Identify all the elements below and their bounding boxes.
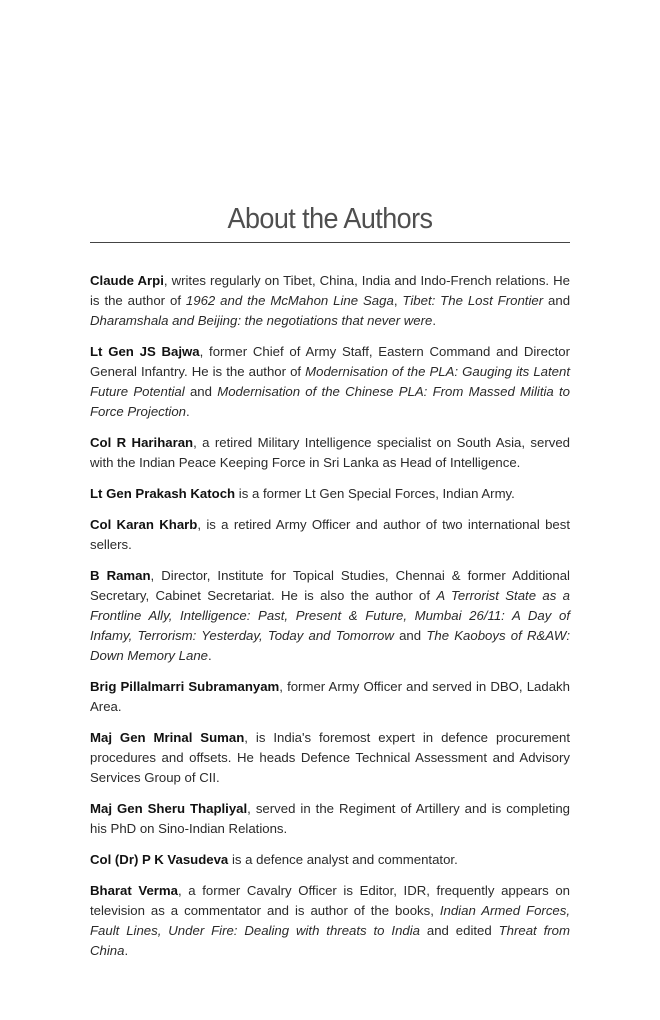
book-title: The Kaoboys of R&AW: Down Memory Lane [90, 628, 570, 663]
author-entry [90, 342, 570, 422]
author-name: B Raman [90, 568, 151, 583]
author-name: Brig Pillalmarri Subramanyam [90, 679, 280, 694]
author-bio-text: , Director, Institute for Topical Studies, Chennai & former Additional Secretary, Cabinet Secretariat. He is also the author of [90, 568, 570, 603]
book-title: Dharamshala and Beijing: the negotiations that never were [90, 313, 433, 328]
author-entry [90, 728, 570, 788]
author-bio-text: . [124, 943, 129, 958]
author-bio-text: and [184, 384, 218, 399]
book-title: Indian Armed Forces, Fault Lines, Under Fire: Dealing with threats to India [90, 903, 570, 938]
author-entry [90, 515, 570, 555]
author-bio-text: and [543, 293, 571, 308]
author-name: Col R Hariharan [90, 435, 194, 450]
author-bio-text: , is India's foremost expert in defence procurement procedures and offsets. He heads Defence Technical Assessment and Advisory Services Group of CII. [90, 730, 570, 785]
author-bio-text: is a defence analyst and commentator. [228, 852, 458, 867]
book-title: Threat from China [90, 923, 570, 958]
author-entry [90, 566, 570, 666]
author-entry [90, 881, 570, 961]
author-name: Col (Dr) P K Vasudeva [90, 852, 229, 867]
author-entry [90, 484, 570, 504]
author-bio-text: , a former Cavalry Officer is Editor, IDR, frequently appears on television as a commentator and is author of the books, [90, 883, 571, 918]
author-bio-text: . [186, 404, 190, 419]
author-bio-text: , a retired Military Intelligence specialist on South Asia, served with the Indian Peace Keeping Force in Sri Lanka as Head of Intelligence. [90, 435, 570, 470]
author-bio-text: , is a retired Army Officer and author of two international best sellers. [90, 517, 571, 552]
author-name: Lt Gen Prakash Katoch [90, 486, 236, 501]
author-bio-text: and [393, 628, 427, 643]
author-entry [90, 850, 570, 870]
author-bio-text: , writes regularly on Tibet, China, India and Indo-French relations. He is the author of [90, 273, 570, 308]
author-entry [90, 677, 570, 717]
author-name: Maj Gen Sheru Thapliyal [90, 801, 248, 816]
author-bio-text: . [208, 648, 212, 663]
author-bio-text: , former Chief of Army Staff, Eastern Command and Director General Infantry. He is the author of [90, 344, 570, 379]
author-entry [90, 433, 570, 473]
author-bio-text: is a former Lt Gen Special Forces, Indian Army. [235, 486, 515, 501]
authors-list [90, 271, 570, 972]
page-title: About the Authors [227, 203, 433, 235]
author-name: Claude Arpi [90, 273, 164, 288]
book-title: Modernisation of the Chinese PLA: From Massed Militia to Force Projection [90, 384, 570, 419]
author-bio-text: and edited [420, 923, 499, 938]
author-entry [90, 271, 570, 331]
author-name: Lt Gen JS Bajwa [90, 344, 200, 359]
book-title: Tibet: The Lost Frontier [402, 293, 544, 308]
author-bio-text: , [393, 293, 403, 308]
author-name: Bharat Verma [90, 883, 178, 898]
title-rule [90, 242, 570, 243]
author-entry [90, 799, 570, 839]
author-name: Col Karan Kharb [90, 517, 198, 532]
author-bio-text: , served in the Regiment of Artillery and is completing his PhD on Sino-Indian Relations. [90, 801, 570, 836]
author-bio-text: . [432, 313, 437, 328]
book-title: A Terrorist State as a Frontline Ally, Intelligence: Past, Present & Future, Mumbai 26/11: A Day of Infamy, Terrorism: Yesterday, Today and Tomorrow [90, 588, 570, 643]
book-title: Modernisation of the PLA: Gauging its Latent Future Potential [90, 364, 570, 399]
author-bio-text: , former Army Officer and served in DBO, Ladakh Area. [90, 679, 570, 714]
author-name: Maj Gen Mrinal Suman [90, 730, 245, 745]
book-title: 1962 and the McMahon Line Saga [185, 293, 394, 308]
